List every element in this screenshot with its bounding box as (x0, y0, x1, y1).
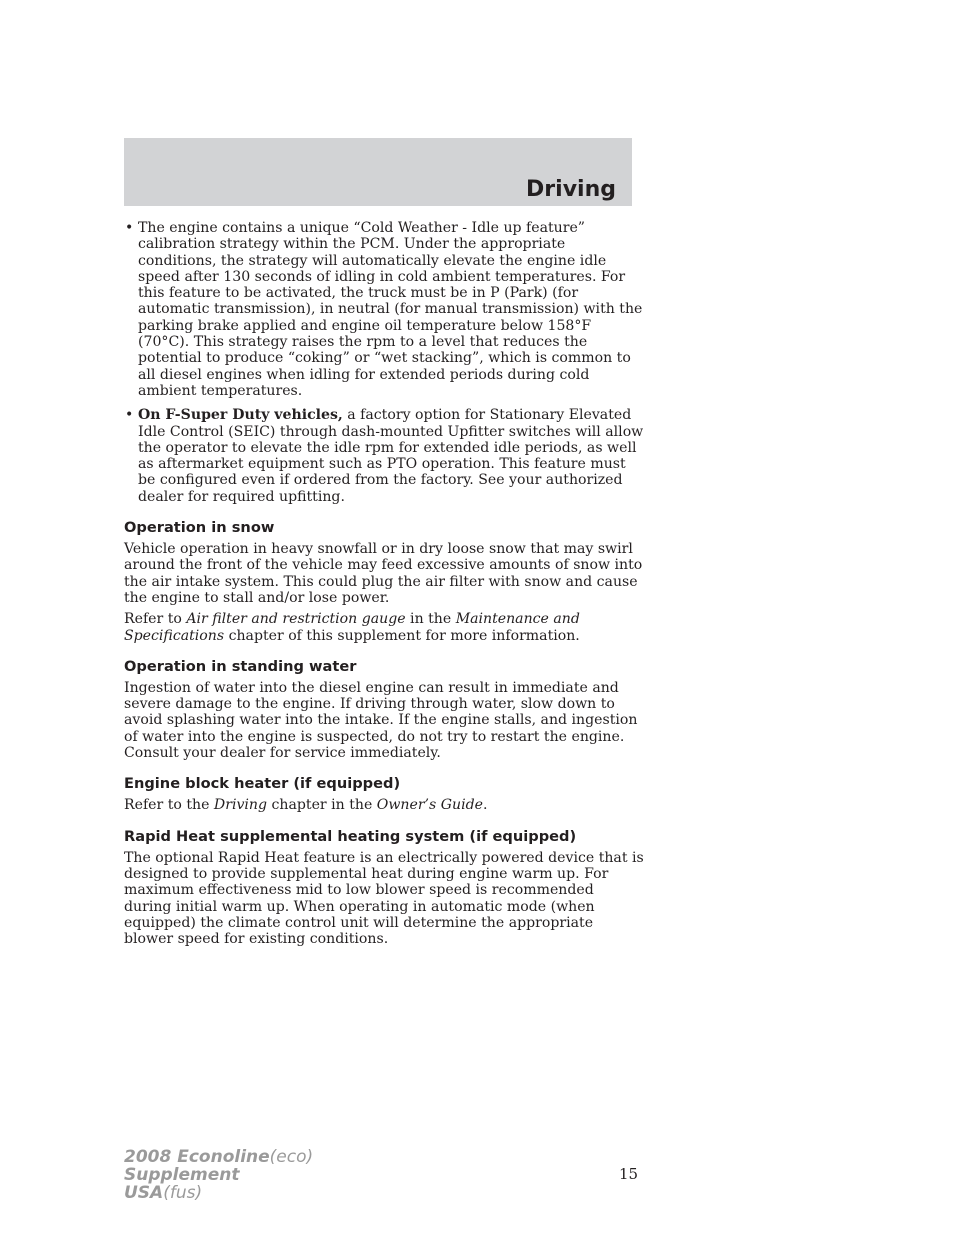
heading-rapid-heat: Rapid Heat supplemental heating system (if equipped) (124, 827, 577, 845)
bullet-text: On F-Super Duty vehicles, a factory option for Stationary Elevated Idle Control (SEIC) through dash-mounted Upfitter switches will allow the operator to elevate the idle rpm for extended idle periods, as well as aftermarket equipment such as PTO operation. This feature must be configured even if ordered from the factory. See your authorized dealer for required upfitting. (138, 407, 644, 505)
chapter-header-band (124, 138, 632, 206)
bullet-dot-icon: • (125, 220, 134, 236)
chapter-title: Driving (526, 177, 616, 202)
heading-block-heater: Engine block heater (if equipped) (124, 775, 401, 793)
page-number: 15 (619, 1165, 639, 1183)
footer-line-model: 2008 Econoline(eco) (124, 1147, 314, 1167)
footer-line-region: USA(fus) (124, 1183, 203, 1203)
bullet-dot-icon: • (125, 407, 134, 424)
page-content (124, 220, 644, 952)
heading-operation-in-snow: Operation in snow (124, 519, 275, 537)
bullet-item-cold-weather (124, 220, 644, 399)
footer-edition (124, 1148, 313, 1202)
heading-standing-water: Operation in standing water (124, 657, 357, 675)
paragraph-rapid-heat: The optional Rapid Heat feature is an electrically powered device that is designed to provide supplemental heat during engine warm up. For maximum effectiveness mid to low blower speed is recommended during initial warm up. When operating in automatic mode (when equipped) the climate control unit will determine the appropriate blower speed for existing conditions. (124, 849, 644, 948)
paragraph-standing-water: Ingestion of water into the diesel engine can result in immediate and severe damage to the engine. If driving through water, slow down to avoid splashing water into the intake. If the engine stalls, and ingestion of water into the engine is suspected, do not try to restart the engine. Consult your dealer for service immediately. (124, 679, 638, 762)
footer-line-supplement: Supplement (124, 1165, 240, 1185)
bullet-text: The engine contains a unique “Cold Weather - Idle up feature” calibration strategy within the PCM. Under the appropriate conditions, the strategy will automatically elevate the engine idle speed after 130 seconds of idling in cold ambient temperatures. For this feature to be activated, the truck must be in P (Park) (for automatic transmission), in neutral (for manual transmission) with the parking brake applied and engine oil temperature below 158°F (70°C). This strategy raises the rpm to a level that reduces the potential to produce “coking” or “wet stacking”, which is common to all diesel engines when idling for extended periods during cold ambient temperatures. (138, 220, 643, 399)
bullet-item-super-duty (124, 407, 644, 505)
paragraph-block-heater: Refer to the Driving chapter in the Owner’s Guide. (124, 797, 488, 814)
paragraph-snow: Vehicle operation in heavy snowfall or in dry loose snow that may swirl around the front of the vehicle may feed excessive amounts of snow into the air intake system. This could plug the air filter with snow and cause the engine to stall and/or lose power. (124, 541, 643, 606)
paragraph-snow-reference: Refer to Air filter and restriction gauge in the Maintenance and Specifications chapter of this supplement for more information. (124, 611, 580, 644)
